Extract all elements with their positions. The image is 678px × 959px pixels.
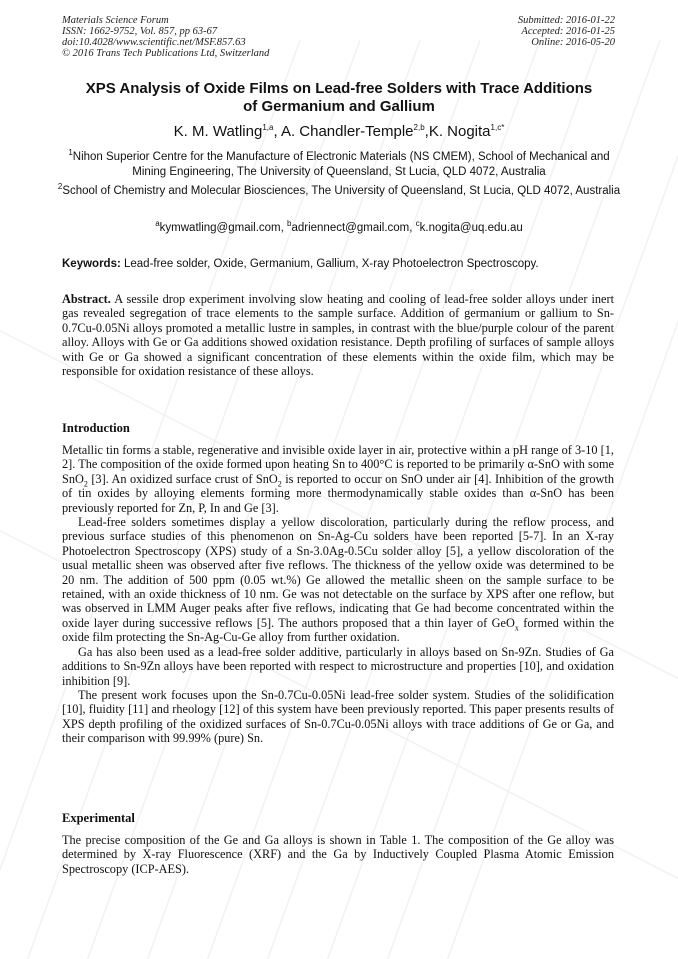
email-c: k.nogita@uq.edu.au xyxy=(419,222,523,234)
online-date: Online: 2016-05-20 xyxy=(531,37,615,48)
affiliation-2-marker: 2 xyxy=(57,182,63,192)
author-list xyxy=(40,122,638,142)
author-emails xyxy=(40,221,638,236)
experimental-heading: Experimental xyxy=(62,811,135,825)
text-run: is reported to occur on SnO under air [4]. Inhibition of the growth of tin oxides by alloying elements forming more thermodynamically stable oxides than α-SnO has been previously reported for Zn, P, In and Ge [3]. xyxy=(62,471,614,515)
email-c-marker: c xyxy=(415,219,420,229)
introduction-paragraph-4: The present work focuses upon the Sn-0.7Cu-0.05Ni lead-free solder system. Studies of the solidification [10], fluidity [11] and rheology [12] of this system have been previously reported. This paper presents results of XPS depth profiling of the oxidized surfaces of Sn-0.7Cu-0.05Ni alloys with trace additions of Ge or Ga, and their comparison with 99.99% (pure) Sn. xyxy=(62,687,614,746)
introduction-heading: Introduction xyxy=(62,421,130,435)
introduction-paragraph-1 xyxy=(62,443,614,515)
affiliation-2 xyxy=(52,184,626,199)
abstract-text: A sessile drop experiment involving slow heating and cooling of lead-free solder alloys under inert gas revealed segregation of trace elements to the sample surface. Addition of germanium or gallium to Sn-0.7Cu-0.05Ni alloys promoted a metallic lustre in samples, in contrast with the blue/purple colour of the parent alloy. Alloys with Ge or Ga additions showed oxidation resistance. Depth profiling of surfaces of sample alloys with Ge or Ga showed a significant concentration of these elements within the oxide film, which may be responsible for oxidation resistance of these alloys. xyxy=(62,292,614,379)
subscript: 2 xyxy=(83,479,88,489)
introduction-paragraph-3: Ga has also been used as a lead-free solder additive, particularly in alloys based on Sn-9Zn. Studies of Ga additions to Sn-9Zn alloys have been reported with respect to microstructure and properties [10], and oxidation inhibition [9]. xyxy=(62,644,614,688)
title-line-1: XPS Analysis of Oxide Films on Lead-free Solders with Trace Additions xyxy=(85,80,593,97)
experimental-body xyxy=(62,833,614,876)
journal-name: Materials Science Forum xyxy=(62,15,169,26)
journal-copyright: © 2016 Trans Tech Publications Ltd, Switzerland xyxy=(62,48,270,59)
text-run: formed within the oxide film protecting the Sn-Ag-Cu-Ge alloy from further oxidation. xyxy=(62,615,614,645)
author-separator: , xyxy=(424,123,429,140)
email-a: kymwatling@gmail.com, xyxy=(159,222,288,234)
email-a-marker: a xyxy=(155,219,160,229)
email-b: adriennect@gmail.com, xyxy=(291,222,416,234)
journal-doi: doi:10.4028/www.scientific.net/MSF.857.63 xyxy=(62,37,246,48)
text-run: Metallic tin forms a stable, regenerative and invisible oxide layer in air, protective within a pH range of 3-10 [1, 2]. The composition of the oxide formed upon heating Sn to 400°C is reported to be primarily α-SnO with some SnO xyxy=(62,443,614,486)
submitted-date: Submitted: 2016-01-22 xyxy=(517,15,615,26)
author-1-name: K. M. Watling xyxy=(173,123,263,140)
affiliation-1-text: Nihon Superior Centre for the Manufacture of Electronic Materials (NS CMEM), School of Mechanical and Mining Engineering, The University of Queensland, St Lucia, QLD 4072, Australia xyxy=(72,151,610,178)
publication-dates xyxy=(518,15,615,48)
text-run: Lead-free solders sometimes display a yellow discoloration, particularly during the reflow process, and previous surface studies of this phenomenon on Sn-Ag-Cu solders have been reported [5-7]. In an X-ray Photoelectron Spectroscopy (XPS) study of a Sn-3.0Ag-0.5Cu solder alloy [5], a yellow discoloration of the usual metallic sheen was observed after five reflows. The thickness of the yellow oxide was determined to be 20 nm. The addition of 500 ppm (0.05 wt.%) Ge allowed the metallic sheen on the sample surface to be retained, with an oxide thickness of 10 nm. Ge was not detectable on the surface by XPS after one reflow, but was observed in LMM Auger peaks after five reflows, indicating that Ge had become concentrated within the oxide layer during successive reflows [5]. The authors proposed that a thin layer of GeO xyxy=(62,515,614,630)
author-2-name: A. Chandler-Temple xyxy=(280,123,414,140)
subscript: x xyxy=(514,623,519,633)
accepted-date: Accepted: 2016-01-25 xyxy=(521,26,615,37)
author-3-affiliation: 1,c* xyxy=(490,123,505,132)
experimental-paragraph-1: The precise composition of the Ge and Ga alloys is shown in Table 1. The composition of the Ge alloy was determined by X-ray Fluorescence (XRF) and the Ga by Inductively Coupled Plasma Atomic Emission Spectroscopy (ICP-AES). xyxy=(62,833,614,876)
introduction-body xyxy=(62,443,614,746)
journal-issn: ISSN: 1662-9752, Vol. 857, pp 63-67 xyxy=(62,26,218,37)
affiliation-1 xyxy=(52,150,626,180)
title-line-2: of Germanium and Gallium xyxy=(243,98,435,115)
keywords-label: Keywords: xyxy=(62,258,121,270)
author-2-affiliation: 2,b xyxy=(413,123,425,132)
author-3-name: K. Nogita xyxy=(428,123,491,140)
keywords-text: Lead-free solder, Oxide, Germanium, Gallium, X-ray Photoelectron Spectroscopy. xyxy=(120,258,539,270)
introduction-paragraph-2 xyxy=(62,515,614,645)
text-run: [3]. An oxidized surface crust of SnO xyxy=(87,471,278,486)
keywords xyxy=(62,257,622,272)
email-b-marker: b xyxy=(287,219,292,229)
affiliation-2-text: School of Chemistry and Molecular Biosciences, The University of Queensland, St Lucia, QLD 4072, Australia xyxy=(62,185,621,197)
abstract-label: Abstract. xyxy=(62,292,111,306)
journal-info xyxy=(62,15,269,59)
abstract xyxy=(62,292,614,378)
paper-title xyxy=(40,80,638,116)
author-1-affiliation: 1,a xyxy=(262,123,274,132)
subscript: 2 xyxy=(277,479,282,489)
affiliation-1-marker: 1 xyxy=(68,148,73,158)
author-separator: , xyxy=(273,123,281,140)
